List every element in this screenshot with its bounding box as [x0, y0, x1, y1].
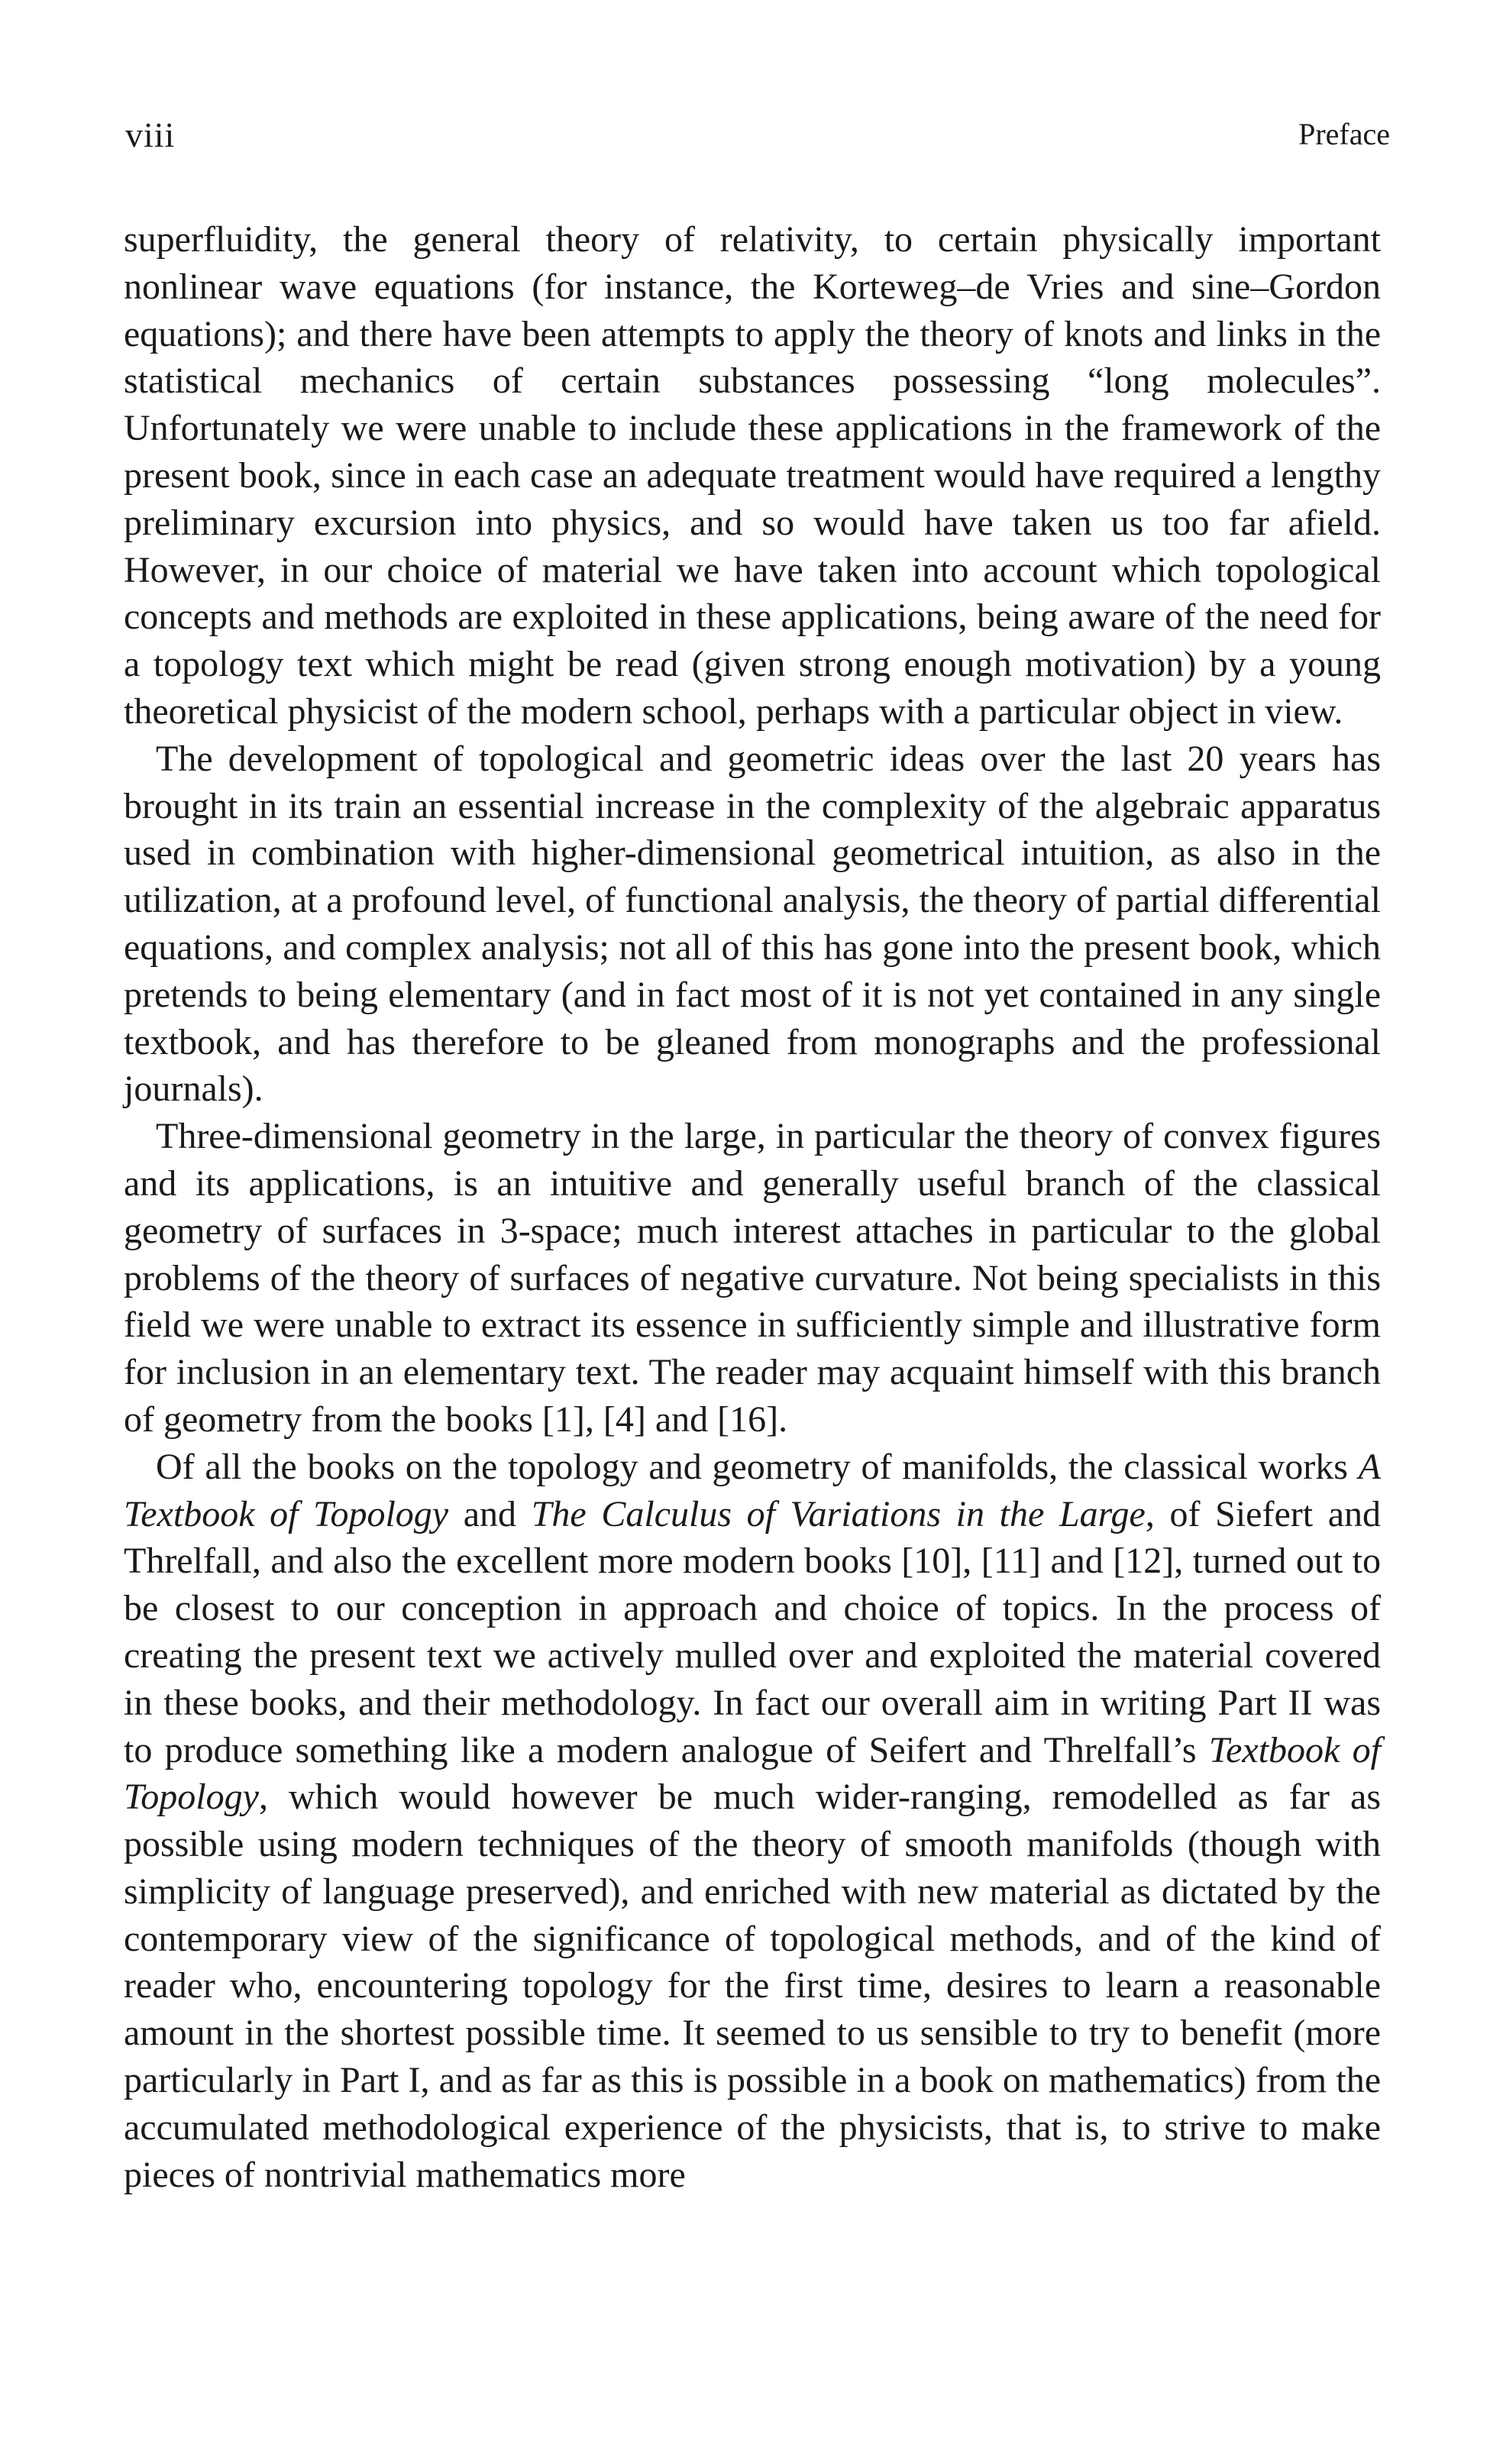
- book-title-textbook-of-topology-2: Textbook of Topology: [124, 1729, 1381, 1818]
- paragraph-1: superfluidity, the general theory of relativity, to certain physically important nonlinear wave equations (for instance, the Korteweg–de Vries and sine–Gordon equations); and there have been attempts to apply the theory of knots and links in the statistical mechanics of certain substances possessing “long molecules”. Unfortunately we were unable to include these applications in the framework of the present book, since in each case an adequate treatment would have required a lengthy preliminary excursion into physics, and so would have taken us too far afield. However, in our choice of material we have taken into account which topological concepts and methods are exploited in these applications, being aware of the need for a topology text which might be read (given strong enough motivation) by a young theoretical physicist of the modern school, perhaps with a particular object in view.: [124, 219, 1381, 732]
- paragraph-4-text-4: , which would however be much wider-ranging, remodelled as far as possible using modern techniques of the theory of smooth manifolds (though with simplicity of language preserved), and enriched with new material as dictated by the contemporary view of the significance of topological methods, and of the kind of reader who, encountering topology for the first time, desires to learn a reasonable amount in the shortest possible time. It seemed to us sensible to try to benefit (more particularly in Part I, and as far as this is possible in a book on mathematics) from the accumulated methodological experience of the physicists, that is, to strive to make pieces of nontrivial mathematics more: [124, 1777, 1381, 2195]
- book-title-textbook-of-topology: A Textbook of Topology: [124, 1446, 1381, 1534]
- running-title: Preface: [1298, 117, 1390, 151]
- paragraph-4-text-1: Of all the books on the topology and geometry of manifolds, the classical works: [156, 1446, 1359, 1487]
- book-title-calculus-of-variations: The Calculus of Variations in the Large: [531, 1493, 1146, 1534]
- page-number: viii: [125, 115, 176, 154]
- paragraph-4-text-3: , of Siefert and Threlfall, and also the excellent more modern books [10], [11] and [12], turned out to be closest to our conception in approach and choice of topics. In the process of creating the present text we actively mulled over and exploited the material covered in these books, and their methodology. In fact our overall aim in writing Part II was to produce something like a modern analogue of Seifert and Threlfall’s: [124, 1493, 1382, 1770]
- paragraph-3: Three-dimensional geometry in the large, in particular the theory of convex figures and its applications, is an intuitive and generally useful branch of the classical geometry of surfaces in 3-space; much interest attaches in particular to the global problems of the theory of surfaces of negative curvature. Not being specialists in this field we were unable to extract its essence in sufficiently simple and illustrative form for inclusion in an elementary text. The reader may acquaint himself with this branch of geometry from the books [1], [4] and [16].: [124, 1116, 1381, 1440]
- paragraph-4-text-2: and: [448, 1493, 532, 1534]
- body-text: [124, 216, 1381, 2198]
- running-head: [122, 115, 1390, 160]
- paragraph-2: The development of topological and geometric ideas over the last 20 years has brought in its train an essential increase in the complexity of the algebraic apparatus used in combination with higher-dimensional geometrical intuition, as also in the utilization, at a profound level, of functional analysis, the theory of partial differential equations, and complex analysis; not all of this has gone into the present book, which pretends to being elementary (and in fact most of it is not yet contained in any single textbook, and has therefore to be gleaned from monographs and the professional journals).: [124, 738, 1381, 1110]
- paragraph-4: [124, 1444, 1381, 2199]
